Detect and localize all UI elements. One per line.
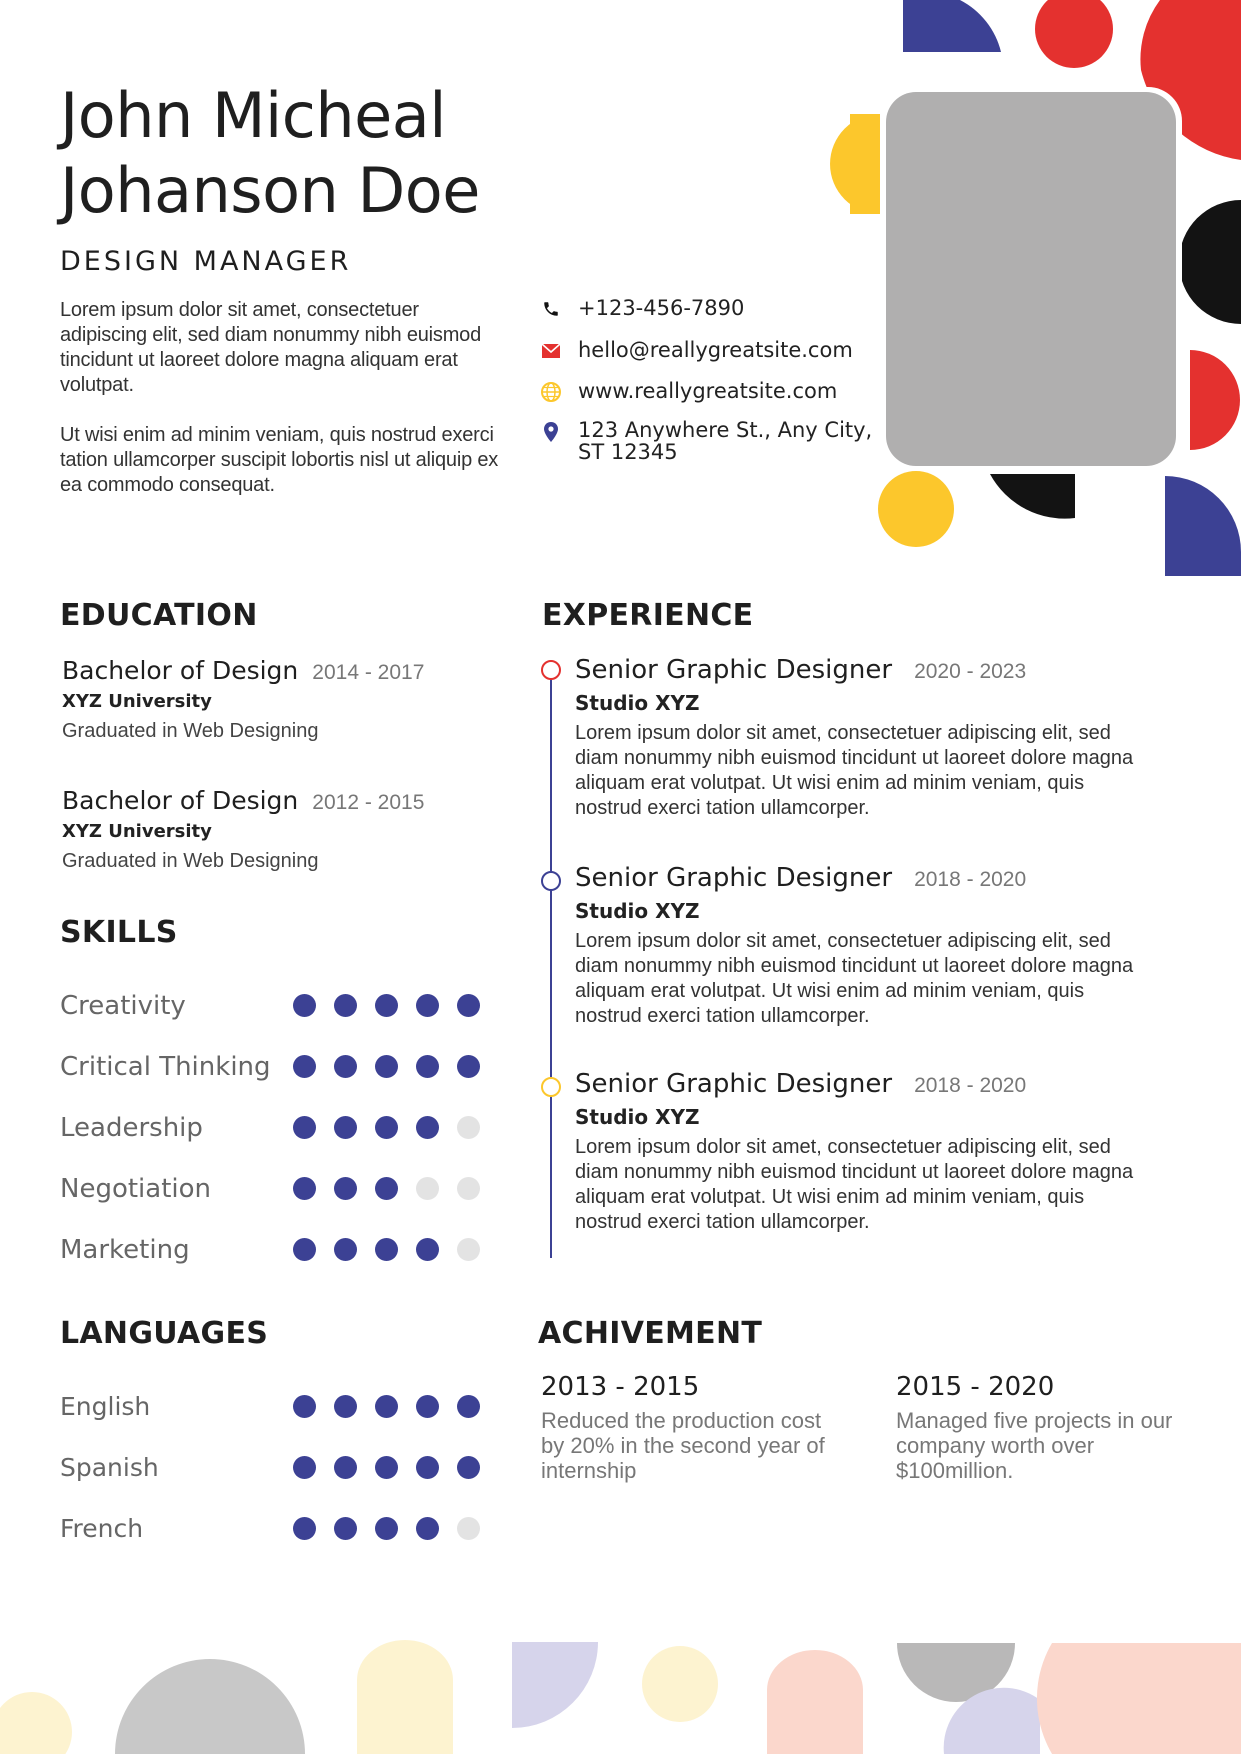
languages-list (60, 1376, 480, 1559)
rating-dot-filled (457, 1395, 480, 1418)
phone-icon (540, 298, 562, 320)
rating-dot-filled (375, 1517, 398, 1540)
experience-title: Senior Graphic Designer (575, 863, 893, 893)
skill-label: Negotiation (60, 1173, 212, 1204)
achievement-text: Reduced the production cost by 20% in the second year of internship (541, 1408, 825, 1483)
rating-dots (293, 1177, 480, 1200)
rating-dot-filled (334, 1116, 357, 1139)
pale-yellow-circle-left (0, 1692, 72, 1754)
timeline-line (550, 670, 552, 1258)
experience-years: 2020 - 2023 (914, 660, 1027, 683)
rating-dot-filled (416, 1395, 439, 1418)
education-note: Graduated in Web Designing (62, 850, 319, 872)
education-item (62, 656, 424, 743)
pale-gray-half-circle (115, 1659, 305, 1754)
rating-dot-filled (375, 1456, 398, 1479)
timeline-marker (541, 1077, 561, 1097)
black-half-circle-right (1179, 200, 1241, 324)
rating-dot-filled (334, 1055, 357, 1078)
experience-company: Studio XYZ (575, 1105, 700, 1129)
rating-dots (293, 1517, 480, 1540)
achievement-item (541, 1372, 831, 1483)
rating-dots (293, 1395, 480, 1418)
yellow-circle (878, 471, 954, 547)
rating-dots (293, 994, 480, 1017)
full-name (60, 78, 480, 228)
education-school: XYZ University (62, 821, 212, 842)
rating-dots (293, 1238, 480, 1261)
intro-paragraph-2: Ut wisi enim ad minim veniam, quis nostrud exerci tation ullamcorper suscipit lobortis nisl ut aliquip ex ea commodo consequat. (60, 424, 499, 496)
language-row (60, 1437, 480, 1498)
language-row (60, 1376, 480, 1437)
skill-label: Marketing (60, 1234, 190, 1265)
rating-dot-empty (457, 1116, 480, 1139)
achievement-years: 2015 - 2020 (896, 1372, 1055, 1402)
rating-dot-filled (334, 1238, 357, 1261)
education-note: Graduated in Web Designing (62, 720, 319, 742)
rating-dot-filled (293, 1177, 316, 1200)
skills-heading: SKILLS (60, 915, 178, 950)
rating-dot-empty (416, 1177, 439, 1200)
photo-placeholder (886, 92, 1176, 466)
experience-description: Lorem ipsum dolor sit amet, consectetuer adipiscing elit, sed diam nonummy nibh euismod tincidunt ut laoreet dolore magna aliquam erat volutpat. Ut wisi enim ad minim veniam, quis nostrud exerci tation ullamcorper. (575, 1136, 1134, 1233)
rating-dot-empty (457, 1238, 480, 1261)
skill-row (60, 1097, 480, 1158)
yellow-pill-body (850, 114, 880, 214)
language-label: Spanish (60, 1453, 159, 1482)
job-title: DESIGN MANAGER (60, 246, 352, 277)
achievement-heading: ACHIVEMENT (538, 1316, 763, 1351)
contact-website (540, 379, 837, 403)
contact-address (540, 419, 872, 463)
rating-dots (293, 1055, 480, 1078)
skill-label: Creativity (60, 990, 186, 1021)
rating-dot-filled (334, 994, 357, 1017)
experience-description: Lorem ipsum dolor sit amet, consectetuer adipiscing elit, sed diam nonummy nibh euismod tincidunt ut laoreet dolore magna aliquam erat volutpat. Ut wisi enim ad minim veniam, quis nostrud exerci tation ullamcorper. (575, 930, 1134, 1027)
rating-dot-empty (457, 1177, 480, 1200)
phone-text[interactable]: +123-456-7890 (578, 296, 745, 320)
skill-row (60, 975, 480, 1036)
experience-item (575, 655, 1155, 821)
rating-dot-filled (375, 994, 398, 1017)
achievement-item (896, 1372, 1186, 1483)
experience-company: Studio XYZ (575, 899, 700, 923)
rating-dot-empty (457, 1517, 480, 1540)
red-half-circle-right (1190, 350, 1240, 450)
name-line-2: Johanson Doe (60, 154, 480, 227)
address-text (578, 419, 872, 463)
rating-dot-filled (293, 1116, 316, 1139)
location-pin-icon (540, 421, 562, 443)
education-years: 2014 - 2017 (312, 661, 425, 684)
rating-dot-filled (293, 1055, 316, 1078)
address-line-2: ST 12345 (578, 440, 678, 464)
rating-dot-filled (416, 1238, 439, 1261)
rating-dot-filled (375, 1055, 398, 1078)
rating-dot-filled (293, 1456, 316, 1479)
experience-years: 2018 - 2020 (914, 868, 1027, 891)
achievement-text: Managed five projects in our company worth over $100million. (896, 1408, 1173, 1483)
education-item (62, 786, 424, 873)
rating-dot-filled (375, 1116, 398, 1139)
rating-dot-filled (375, 1238, 398, 1261)
experience-company: Studio XYZ (575, 691, 700, 715)
skill-label: Leadership (60, 1112, 203, 1143)
pale-lavender-quarter (512, 1642, 598, 1728)
languages-heading: LANGUAGES (60, 1316, 269, 1351)
black-quarter-bottom (990, 474, 1075, 519)
contact-email (540, 338, 853, 362)
rating-dot-filled (375, 1395, 398, 1418)
education-degree: Bachelor of Design (62, 656, 299, 685)
rating-dot-filled (457, 994, 480, 1017)
rating-dot-filled (416, 1517, 439, 1540)
pale-yellow-circle-mid (642, 1646, 718, 1722)
pale-yellow-pill (357, 1640, 453, 1754)
rating-dot-filled (293, 1517, 316, 1540)
globe-icon (540, 381, 562, 403)
timeline-marker (541, 871, 561, 891)
rating-dot-filled (334, 1456, 357, 1479)
decorative-shapes-bottom (0, 1640, 1241, 1754)
navy-quarter-bottom (1165, 476, 1241, 576)
timeline-marker (541, 660, 561, 680)
education-degree: Bachelor of Design (62, 786, 299, 815)
skill-row (60, 1036, 480, 1097)
experience-heading: EXPERIENCE (542, 598, 754, 633)
language-label: English (60, 1392, 151, 1421)
rating-dot-filled (293, 1395, 316, 1418)
rating-dot-filled (457, 1456, 480, 1479)
rating-dot-filled (293, 994, 316, 1017)
skill-label: Critical Thinking (60, 1051, 271, 1082)
experience-item (575, 863, 1155, 1029)
experience-description: Lorem ipsum dolor sit amet, consectetuer adipiscing elit, sed diam nonummy nibh euismod tincidunt ut laoreet dolore magna aliquam erat volutpat. Ut wisi enim ad minim veniam, quis nostrud exerci tation ullamcorper. (575, 722, 1134, 819)
achievement-years: 2013 - 2015 (541, 1372, 700, 1402)
rating-dot-filled (416, 1456, 439, 1479)
language-row (60, 1498, 480, 1559)
experience-years: 2018 - 2020 (914, 1074, 1027, 1097)
experience-title: Senior Graphic Designer (575, 655, 893, 685)
rating-dot-filled (375, 1177, 398, 1200)
red-circle-small (1035, 0, 1113, 68)
skill-row (60, 1219, 480, 1280)
website-text[interactable]: www.reallygreatsite.com (578, 379, 838, 403)
language-label: French (60, 1514, 144, 1543)
rating-dot-filled (334, 1395, 357, 1418)
education-years: 2012 - 2015 (312, 791, 425, 814)
education-school: XYZ University (62, 691, 212, 712)
rating-dots (293, 1456, 480, 1479)
name-line-1: John Micheal (60, 79, 446, 152)
rating-dot-filled (416, 994, 439, 1017)
rating-dots (293, 1116, 480, 1139)
rating-dot-filled (416, 1055, 439, 1078)
contact-phone (540, 296, 744, 320)
rating-dot-filled (334, 1177, 357, 1200)
email-text[interactable]: hello@reallygreatsite.com (578, 338, 853, 362)
intro-paragraph-1: Lorem ipsum dolor sit amet, consectetuer adipiscing elit, sed diam nonummy nibh euismod tincidunt ut laoreet dolore magna aliquam erat volutpat. (60, 299, 482, 396)
mail-icon (540, 340, 562, 362)
address-line-1: 123 Anywhere St., Any City, (578, 418, 873, 442)
rating-dot-filled (293, 1238, 316, 1261)
skills-list (60, 975, 480, 1280)
rating-dot-filled (334, 1517, 357, 1540)
skill-row (60, 1158, 480, 1219)
rating-dot-filled (416, 1116, 439, 1139)
rating-dot-filled (457, 1055, 480, 1078)
pale-pink-half-circle (1037, 1643, 1241, 1754)
pale-pink-pill (767, 1650, 863, 1754)
experience-item (575, 1069, 1155, 1235)
experience-title: Senior Graphic Designer (575, 1069, 893, 1099)
education-heading: EDUCATION (60, 598, 258, 633)
